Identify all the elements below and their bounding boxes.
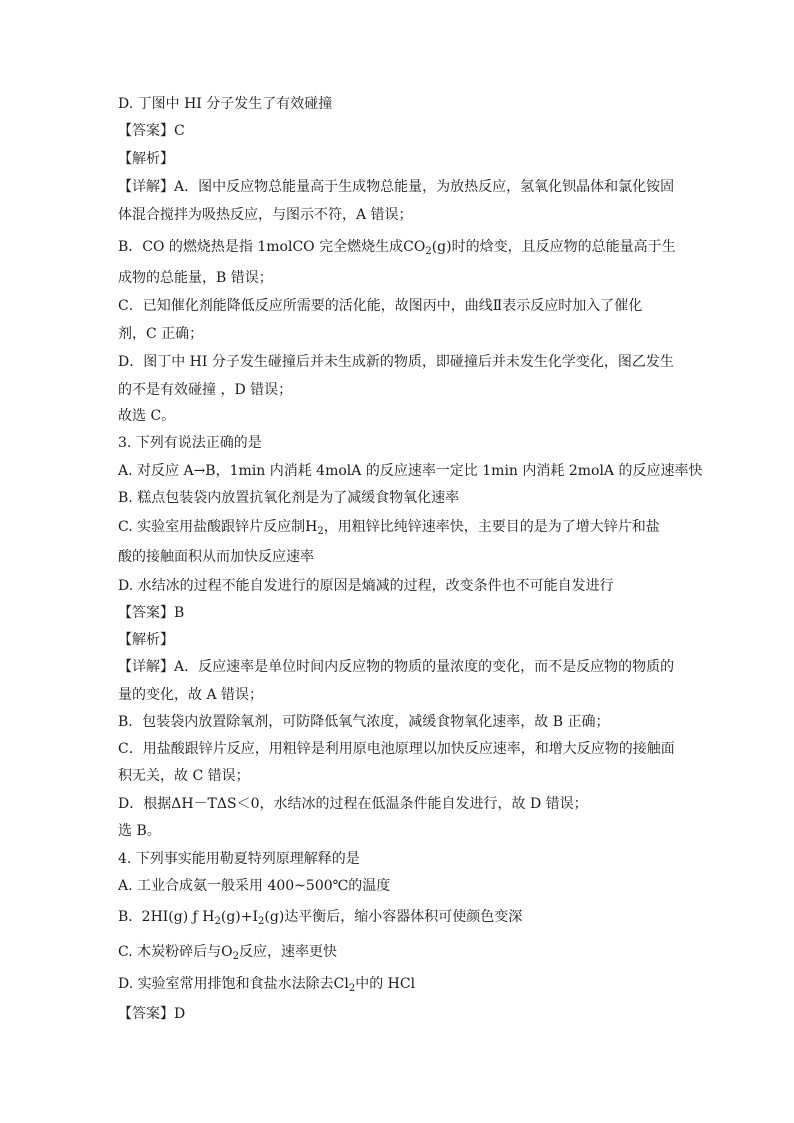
explanation-line: 剂，C 正确； xyxy=(118,326,204,342)
option-d-q4: D. 实验室常用排饱和食盐水法除去$Cl_2$中的 HCl xyxy=(118,976,416,994)
option-c-q3-cont: 酸的接触面积从而加快反应速率 xyxy=(118,549,314,565)
option-a-q4: A. 工业合成氨一般采用 400~500℃的温度 xyxy=(118,878,391,894)
answer-q2: 【答案】C xyxy=(118,123,185,139)
analysis-heading-q3: 【解析】 xyxy=(118,632,174,648)
explanation-line: D．根据ΔH－TΔS＜0，水结冰的过程在低温条件能自发进行，故 D 错误； xyxy=(118,796,588,812)
option-b-q3: B. 糕点包装袋内放置抗氧化剂是为了减缓食物氧化速率 xyxy=(118,490,460,506)
question-4-stem: 4. 下列事实能用勒夏特列原理解释的是 xyxy=(118,851,360,867)
explanation-line: 的不是有效碰撞 ，D 错误； xyxy=(118,382,293,398)
explanation-line: C．用盐酸跟锌片反应，用粗锌是利用原电池原理以加快反应速率，和增大反应物的接触面 xyxy=(118,741,675,757)
option-d-q2: D. 丁图中 HI 分子发生了有效碰撞 xyxy=(118,96,333,112)
option-b-q4: B. 2HI(g) ƒ $H_2(g)+I_2(g)$达平衡后，缩小容器体积可使颜色变深 xyxy=(118,909,523,927)
explanation-line: 积无关，故 C 错误； xyxy=(118,768,250,784)
answer-q3: 【答案】B xyxy=(118,605,185,621)
option-c-q4: C. 木炭粉碎后与$O_2$反应，速率更快 xyxy=(118,944,337,962)
explanation-line: C．已知催化剂能降低反应所需要的活化能，故图丙中，曲线Ⅱ表示反应时加入了催化 xyxy=(118,298,643,314)
explanation-line: 量的变化，故 A 错误； xyxy=(118,687,264,703)
explanation-line: B．包装袋内放置除氧剂，可防降低氧气浓度，减缓食物氧化速率，故 B 正确； xyxy=(118,714,610,730)
option-c-q3: C. 实验室用盐酸跟锌片反应制$H_2$，用粗锌比纯锌速率快，主要目的是为了增大锌片和盐 xyxy=(118,519,660,537)
conclusion-q2: 故选 C。 xyxy=(118,408,176,424)
analysis-heading-q2: 【解析】 xyxy=(118,151,174,167)
option-d-q3: D. 水结冰的过程不能自发进行的原因是熵减的过程，改变条件也不可能自发进行 xyxy=(118,578,614,594)
explanation-line: 体混合搅拌为吸热反应，与图示不符，A 错误； xyxy=(118,207,413,223)
conclusion-q3: 选 B。 xyxy=(118,823,161,839)
question-3-stem: 3. 下列有说法正确的是 xyxy=(118,435,262,451)
explanation-line: 成物的总能量，B 错误； xyxy=(118,270,273,286)
explanation-line: D．图丁中 HI 分子发生碰撞后并未生成新的物质，即碰撞后并未发生化学变化，图乙发生 xyxy=(118,354,674,370)
explanation-line: B．CO 的燃烧热是指 1molCO 完全燃烧生成$CO_2(g)$时的焓变，且反应物的总能量高于生 xyxy=(118,239,676,257)
answer-q4: 【答案】D xyxy=(118,1006,186,1022)
explanation-line: 【详解】A．反应速率是单位时间内反应物的物质的量浓度的变化，而不是反应物的物质的 xyxy=(118,659,675,675)
explanation-line: 【详解】A．图中反应物总能量高于生成物总能量，为放热反应，氢氧化钡晶体和氯化铵固 xyxy=(118,179,675,195)
option-a-q3: A. 对反应 A→B，1min 内消耗 4molA 的反应速率一定比 1min 内消耗 2molA 的反应速率快 xyxy=(118,463,703,479)
